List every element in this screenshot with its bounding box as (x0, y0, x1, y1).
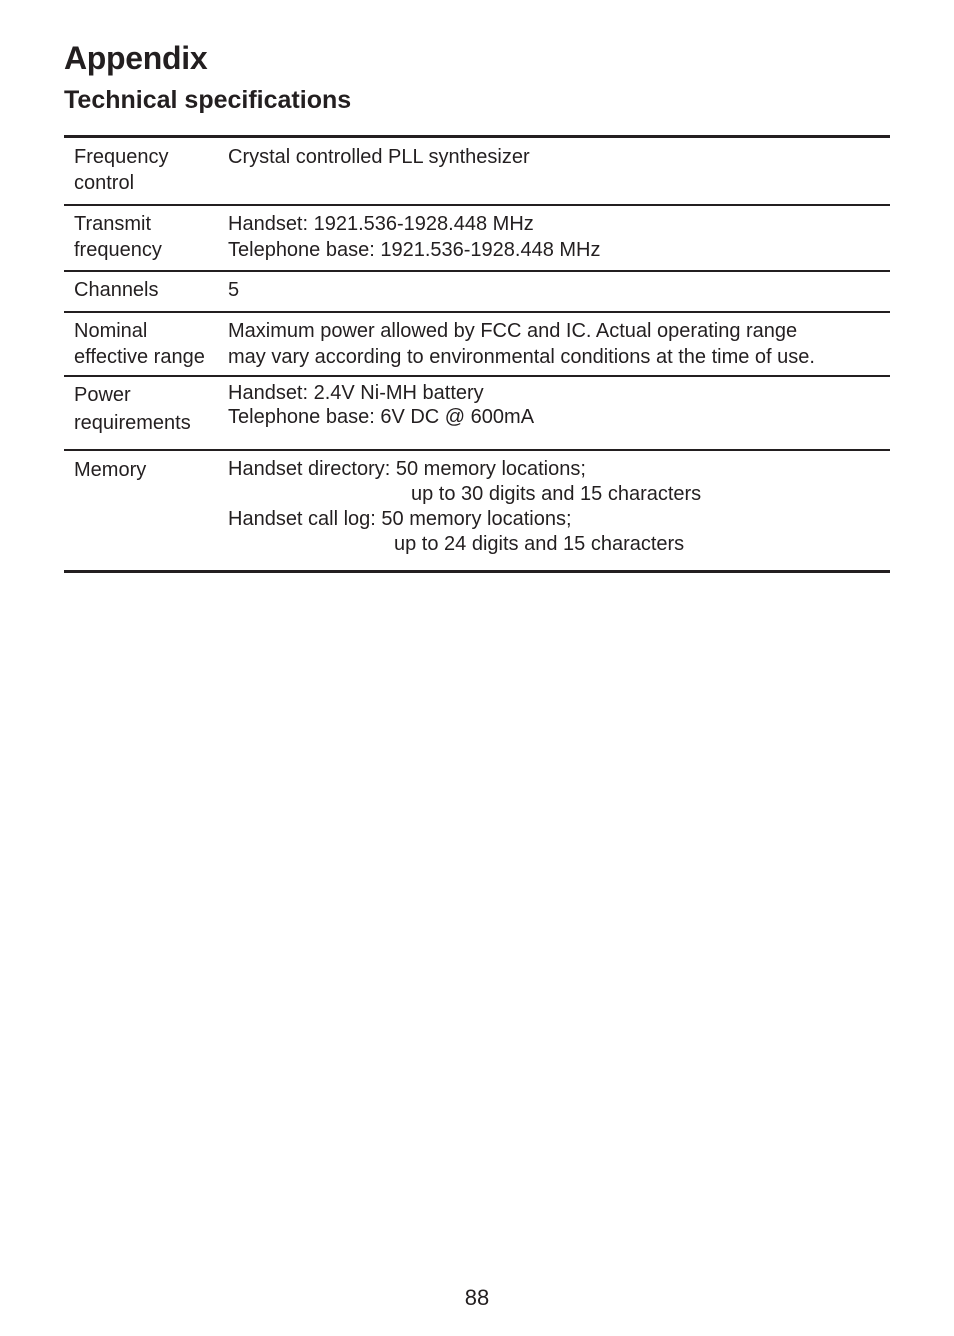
spec-value-line: Telephone base: 6V DC @ 600mA (228, 406, 535, 428)
spec-label-line: frequency (74, 239, 162, 261)
spec-label (64, 457, 228, 570)
spec-label-line: control (74, 172, 135, 194)
spec-label-line: Power (74, 384, 131, 406)
spec-label (64, 318, 228, 375)
spec-value-line: up to 24 digits and 15 characters (394, 533, 685, 555)
spec-row-power-requirements (64, 377, 890, 451)
spec-label-line: requirements (74, 412, 191, 434)
spec-value-line: Handset: 1921.536-1928.448 MHz (228, 213, 534, 235)
spec-row-transmit-frequency (64, 206, 890, 272)
spec-value-line: Handset directory: 50 memory locations; (228, 458, 586, 480)
spec-value (228, 381, 890, 449)
spec-value-line: up to 30 digits and 15 characters (411, 483, 702, 505)
spec-row-channels (64, 272, 890, 313)
spec-label-line: effective range (74, 346, 205, 368)
spec-value (228, 318, 890, 375)
spec-label (64, 144, 228, 204)
spec-label (64, 211, 228, 270)
spec-value (228, 211, 890, 270)
spec-label-line: Memory (74, 459, 147, 481)
spec-value-line: Telephone base: 1921.536-1928.448 MHz (228, 239, 601, 261)
spec-label (64, 381, 228, 449)
spec-row-frequency-control (64, 138, 890, 206)
section-title: Technical specifications (64, 86, 352, 114)
spec-row-memory (64, 451, 890, 573)
page-title: Appendix (64, 40, 208, 76)
spec-value-line: Maximum power allowed by FCC and IC. Actual operating range (228, 320, 798, 342)
spec-table (64, 135, 890, 573)
spec-label-line: Transmit (74, 213, 152, 235)
spec-value (228, 144, 890, 204)
spec-value-line: may vary according to environmental conditions at the time of use. (228, 346, 815, 368)
spec-value (228, 457, 890, 570)
spec-label (64, 277, 228, 311)
page-number: 88 (464, 1285, 490, 1310)
spec-value-line: 5 (228, 279, 240, 301)
spec-label-line: Channels (74, 279, 159, 301)
spec-value-line: Handset call log: 50 memory locations; (228, 508, 572, 530)
spec-row-nominal-effective-range (64, 313, 890, 377)
spec-label-line: Nominal (74, 320, 148, 342)
spec-value-line: Handset: 2.4V Ni-MH battery (228, 382, 484, 404)
spec-label-line: Frequency (74, 146, 169, 168)
spec-value-line: Crystal controlled PLL synthesizer (228, 146, 530, 168)
spec-value (228, 277, 890, 311)
